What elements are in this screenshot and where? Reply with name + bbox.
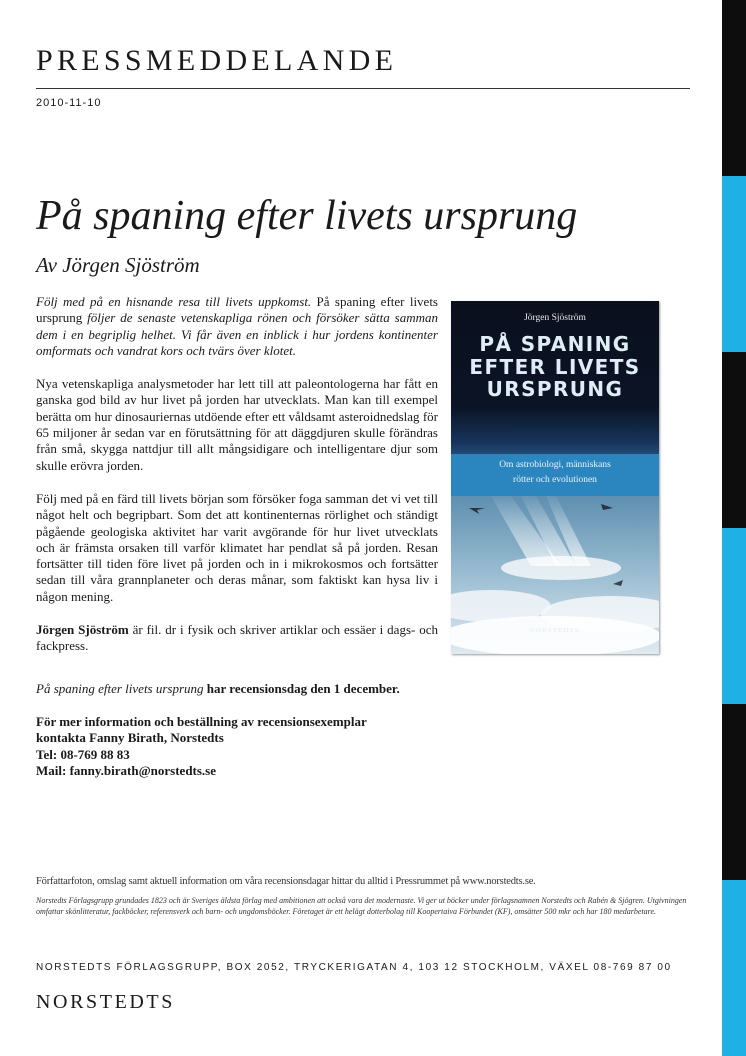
- intro-paragraph: [36, 294, 438, 359]
- cover-subtitle-line: Om astrobiologi, människans: [499, 460, 611, 470]
- cover-subtitle-line: rötter och evolutionen: [513, 475, 597, 485]
- side-bar-segment-blue: [722, 528, 746, 704]
- side-bar-segment-blue: [722, 880, 746, 1056]
- body-paragraph: Följ med på en färd till livets början som försöker foga samman det vi vet till något helt och begripbart. Som det att kontinenternas rörlighet och ständigt pågående geologiska aktivitet har varit avgörande för hur livet utvecklats och är främsta orsaken till varför klimatet har pendlat så på jorden. Resan fortsätter till tiden före livet på jorden och in i mikrokosmos och fortsätter sedan till våra grannplaneter och deras månar, som faktiskt kan hysa liv i någon mening.: [36, 490, 438, 604]
- document-type-heading: PRESSMEDDELANDE: [36, 44, 398, 77]
- intro-plain: På spaning efter livets ursprung: [36, 294, 438, 326]
- release-date: 2010-11-10: [36, 97, 102, 109]
- article-body: [36, 294, 438, 780]
- article-byline: Av Jörgen Sjöström: [36, 253, 200, 277]
- press-room-note: Författarfoton, omslag samt aktuell information om våra recensionsdagar hittar du alltid i Pressrummet på www.norstedts.se.: [36, 876, 536, 887]
- author-paragraph: [36, 622, 438, 655]
- author-name: Jörgen Sjöström: [36, 622, 129, 638]
- side-bar-segment-black: [722, 0, 746, 176]
- contact-phone: Tel: 08-769 88 83: [36, 746, 130, 762]
- norstedts-logo: NORSTEDTS: [36, 991, 175, 1013]
- cover-title-line: URSPRUNG: [486, 377, 624, 401]
- contact-line: kontakta Fanny Birath, Norstedts: [36, 730, 224, 746]
- company-description: Norstedts Förlagsgrupp grundades 1823 och är Sveriges äldsta förlag med ambitionen att också vara det modernaste. Vi ger ut böcker under förlagsnamnen Norstedts och Rabén & Sjögren. Utgivningen omfattar skönlitteratur, fackböcker, referensverk och barn- och ungdomsböcker. Företaget är ett helägt dotterbolag till Koopertaiva Förbundet (KF), omsätter 500 mkr och har 180 medarbetare.: [36, 896, 687, 916]
- cover-subtitle: [451, 458, 659, 488]
- contact-block: [36, 714, 438, 780]
- contact-email[interactable]: Mail: fanny.birath@norstedts.se: [36, 763, 217, 779]
- side-color-bar: [722, 0, 746, 1056]
- body-paragraph: Nya vetenskapliga analysmetoder har lett till att paleontologerna har fått en ganska god bild av hur livet på jorden har utvecklats. Man kan till exempel berätta om hur dinosauriernas utdöende efter ett våldsamt asteroidnedslag för 65 miljoner år sedan var en förutsättning för att däggdjuren skulle förändras från små, skygga nattdjur till allt mångsidigare och intelligentare djur som skulle erövra jorden.: [36, 376, 438, 473]
- cover-author: Jörgen Sjöström: [524, 313, 586, 323]
- article-title: På spaning efter livets ursprung: [36, 193, 578, 239]
- side-bar-segment-black: [722, 352, 746, 528]
- intro-italic: följer de senaste vetenskapliga rönen och försöker sätta samman dem i en begriplig helhet. Vi får även en inblick i hur jordens kontinenter omformats och vandrat kors och tvärs över klotet.: [36, 310, 438, 358]
- release-book-title: På spaning efter livets ursprung: [36, 680, 204, 696]
- company-address: NORSTEDTS FÖRLAGSGRUPP, BOX 2052, TRYCKERIGATAN 4, 103 12 STOCKHOLM, VÄXEL 08-769 87 00: [36, 962, 672, 973]
- intro-italic: Följ med på en hisnande resa till livets uppkomst.: [36, 294, 312, 309]
- contact-line: För mer information och beställning av recensionsexemplar: [36, 713, 367, 729]
- cover-title: [451, 333, 659, 401]
- cover-publisher: NORSTEDTS: [529, 627, 581, 634]
- cover-title-line: PÅ SPANING: [479, 332, 631, 356]
- header-divider: [36, 88, 690, 89]
- release-paragraph: [36, 681, 438, 697]
- author-description: är fil. dr i fysik och skriver artiklar och essäer i dags- och fackpress.: [36, 622, 438, 654]
- side-bar-segment-black: [722, 704, 746, 880]
- side-bar-segment-blue: [722, 176, 746, 352]
- book-cover-image: [451, 301, 659, 654]
- release-date-text: har recensionsdag den 1 december.: [203, 680, 400, 696]
- cover-title-line: EFTER LIVETS: [469, 354, 641, 379]
